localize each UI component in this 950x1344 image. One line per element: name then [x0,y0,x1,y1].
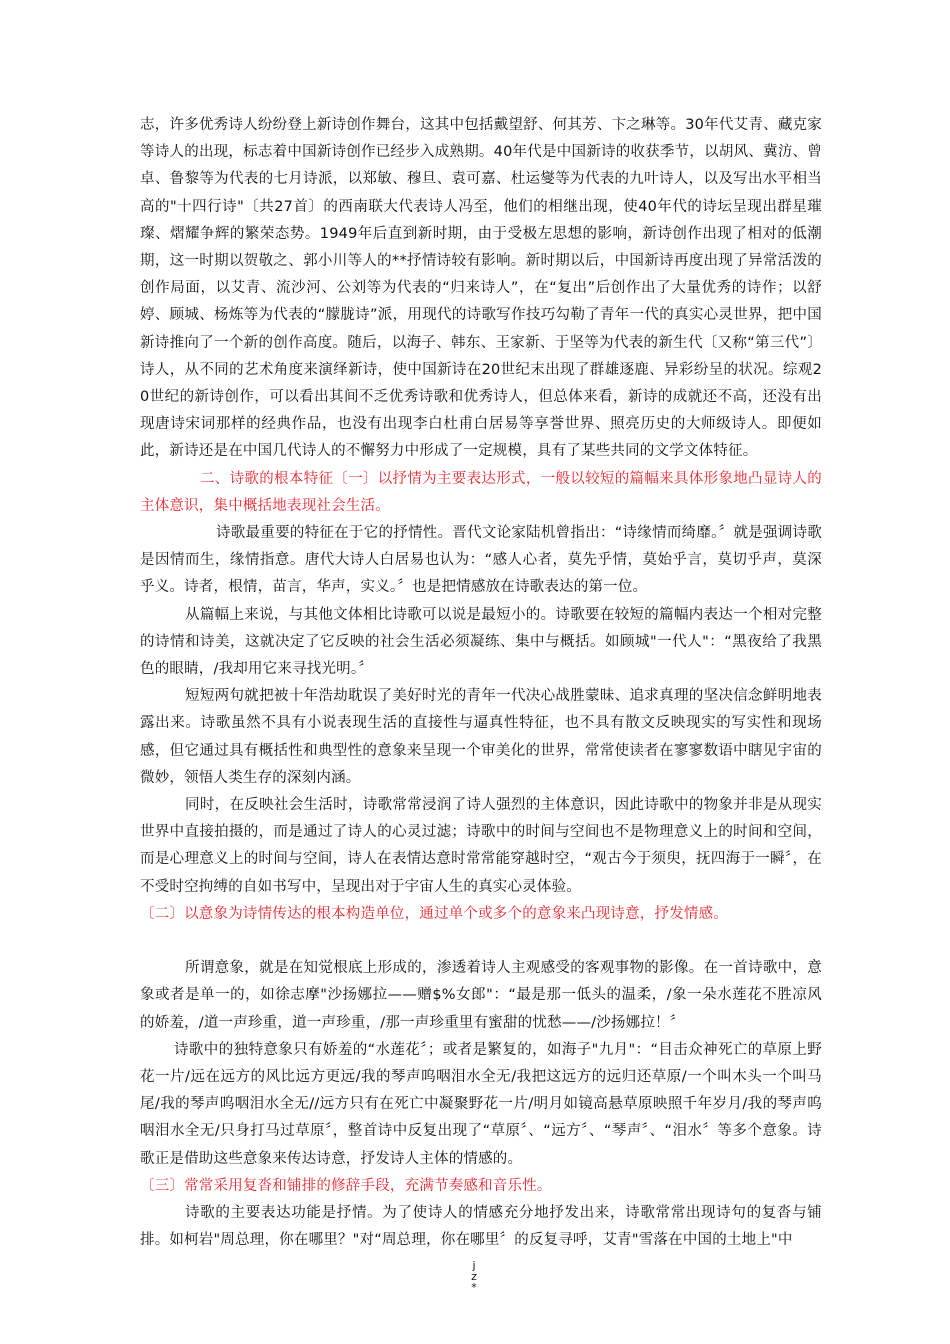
heading-feature-three-rhythm: 〔三〕常常采用复沓和铺排的修辞手段，充满节奏感和音乐性。 [140,1177,552,1194]
paragraph-subjective-consciousness: 同时，在反映社会生活时，诗歌常常浸润了诗人强烈的主体意识，因此诗歌中的物象并非是从现实世界中直接拍摄的，而是通过了诗人的心灵过滤；诗歌中的时间与空间也不是物理意义上的时间和空间，而是心理意义上的时间与空间，诗人在表情达意时常常能穿越时空，“观古今于须臾，抚四海于一瞬〞，在不受时空拘缚的自如书写中，呈现出对于宇宙人生的真实心灵体验。 [140,797,822,895]
paragraph-generation: 短短两句就把被十年浩劫耽误了美好时光的青年一代决心战胜蒙昧、追求真理的坚决信念鲜明地表露出来。诗歌虽然不具有小说表现生活的直接性与逼真性特征，也不具有散文反映现实的写实性和现场感，但它通过具有概括性和典型性的意象来呈现一个审美化的世界，常常使读者在寥寥数语中瞎见宇宙的微妙，领悟人类生存的深刻内涵。 [140,688,822,786]
footer-char-j: j [472,1259,476,1272]
paragraph-brevity: 从篇幅上来说，与其他文体相比诗歌可以说是最短小的。诗歌要在较短的篇幅内表达一个相对完整的诗情和诗美，这就决定了它反映的社会生活必须凝练、集中与概括。如顾城"一代人"：“黑夜给了我黑色的眼睛，/我却用它来寻找光明。〞 [140,606,822,678]
paragraph-new-poetry-history: 志，许多优秀诗人纷纷登上新诗创作舞台，这其中包括戴望舒、何其芳、卞之琳等。30年代艾青、藏克家等诗人的出现，标志着中国新诗创作已经步入成熟期。40年代是中国新诗的收获季节，以胡风、冀汸、曾卓、鲁黎等为代表的七月诗派，以郑敏、穆旦、袁可嘉、杜运燮等为代表的九叶诗人，以及写出水平相当高的"十四行诗"〔共27首〕的西南联大代表诗人冯至，他们的相继出现，使40年代的诗坛呈现出群星璀璨、熠耀争辉的繁荣态势。1949年后直到新时期，由于受极左思想的影响，新诗创作出现了相对的低潮期，这一时期以贺敬之、郭小川等人的**抒情诗较有影响。新时期以后，中国新诗再度出现了异常活泼的创作局面，以艾青、流沙河、公刘等为代表的“归来诗人”，在“复出”后创作出了大量优秀的诗作；以舒婷、顾城、杨炼等为代表的“朦胧诗”派，用现代的诗歌写作技巧勾勒了青年一代的真实心灵世界，把中国新诗推向了一个新的创作高度。随后，以海子、韩东、王家新、于坚等为代表的新生代〔又称“第三代”〕诗人，从不同的艺术角度来演绎新诗，使中国新诗在20世纪末出现了群雄逐鹿、异彩纷呈的状况。综观20世纪的新诗创作，可以看出其间不乏优秀诗歌和优秀诗人，但总体来看，新诗的成就还不高，还没有出现唐诗宋词那样的经典作品，也没有出现李白杜甫白居易等享誉世界、照亮历史的大师级诗人。即便如此，新诗还是在中国几代诗人的不懈努力中形成了一定规模，具有了某些共同的文学文体特征。 [140,117,822,460]
paragraph-imagery-examples: 诗歌中的独特意象只有娇羞的“水莲花〞；或者是繁复的，如海子"九月"：“目击众神死亡的草原上野花一片/远在远方的风比远方更远/我的琴声呜咽泪水全无/我把这远方的远归还草原/一个叫木头一个叫马尾/我的琴声呜咽泪水全无//远方只有在死亡中凝聚野花一片/明月如镜高悬草原映照千年岁月/我的琴声呜咽泪水全无/只身打马过草原〞，整首诗中反复出现了“草原〞、“远方〞、“琴声〞、“泪水〞等多个意象。诗歌正是借助这些意象来传达诗意，抒发诗人主体的情感的。 [140,1041,822,1167]
document-body [140,112,822,1254]
heading-feature-two-imagery: 〔二〕以意象为诗情传达的根本构造单位，通过单个或多个的意象来凸现诗意，抒发情感。 [140,905,728,922]
footer-char-asterisk: * [471,1281,477,1294]
footer-char-z: z [471,1270,477,1283]
page-footer-mark [468,1260,480,1293]
paragraph-lyricism: 诗歌最重要的特征在于它的抒情性。晋代文论家陆机曾指出：“诗缘情而绮靡。〞就是强调诗歌是因情而生，缘情指意。唐代大诗人白居易也认为：“感人心者，莫先乎情，莫始乎言，莫切乎声，莫深乎义。诗者，根情，苗言，华声，实义。〞也是把情感放在诗歌表达的第一位。 [140,525,822,596]
paragraph-spacer [140,928,822,955]
heading-section-two-feature-one: 二、诗歌的根本特征〔一〕以抒情为主要表达形式，一般以较短的篇幅来具体形象地凸显诗人的主体意识，集中概括地表现社会生活。 [140,470,822,514]
paragraph-imagery-definition: 所谓意象，就是在知觉根底上形成的，渗透着诗人主观感受的客观事物的影像。在一首诗歌中，意象或者是单一的，如徐志摩"沙扬娜拉——赠$%女郎"：“最是那一低头的温柔，/象一朵水莲花不胜凉风的娇羞，/道一声珍重，道一声珍重，/那一声珍重里有蜜甜的忧愁——/沙扬娜拉！〞 [140,960,822,1031]
paragraph-repetition: 诗歌的主要表达功能是抒情。为了使诗人的情感充分地抒发出来，诗歌常常出现诗句的复沓与铺排。如柯岩"周总理，你在哪里？"对“周总理，你在哪里〞的反复寻呼，艾青"雪落在中国的土地上"中 [140,1204,822,1249]
